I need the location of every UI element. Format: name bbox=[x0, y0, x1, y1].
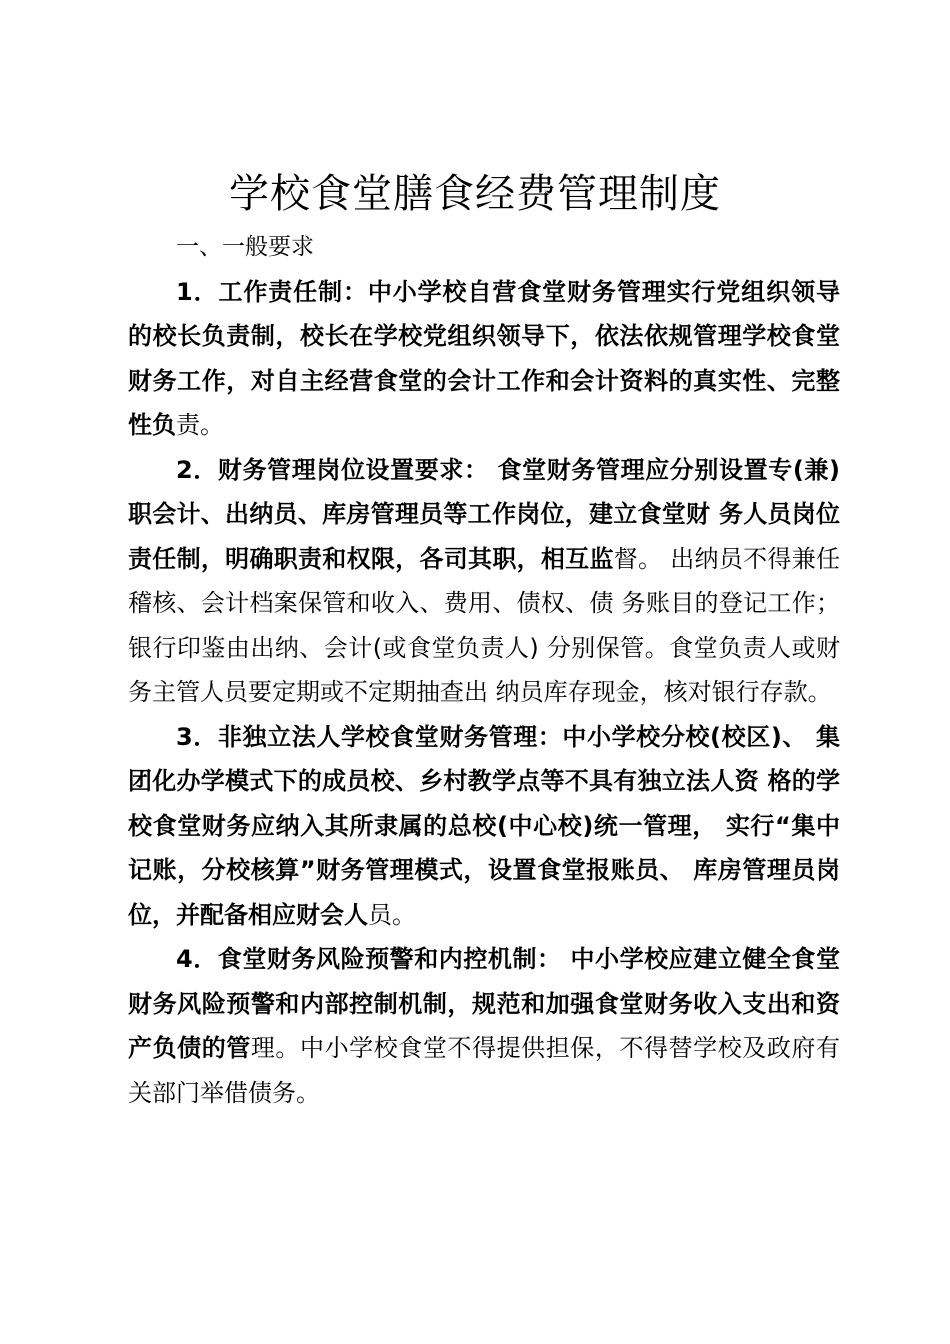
paragraph-item-4-bold: 4．食堂财务风险预警和内控机制： 中小学校应建立健全食堂财务风险预警和内部控制机制，规范和加强食堂财务收入支出和资产负债的管 bbox=[128, 945, 840, 1062]
paragraph-item-2-bold: 2．财务管理岗位设置要求： 食堂财务管理应分别设置专(兼)职会计、出纳员、库房管理员等工作岗位，建立食堂财 务人员岗位责任制，明确职责和权限，各司其职，相互监 bbox=[128, 455, 840, 573]
section-heading: 一、一般要求 bbox=[176, 234, 314, 260]
document-body bbox=[128, 225, 840, 1115]
paragraph-item-4 bbox=[128, 937, 840, 1115]
paragraph-item-1 bbox=[128, 270, 840, 448]
document-title: 学校食堂膳食经费管理制度 bbox=[229, 171, 721, 217]
paragraph-item-1-normal: 责。 bbox=[176, 411, 224, 439]
paragraph-item-3-bold: 3．非独立法人学校食堂财务管理：中小学校分校(校区)、 集团化办学模式下的成员校、乡村教学点等不具有独立法人资 格的学校食堂财务应纳入其所隶属的总校(中心校)统一管理， 实行“集中记账，分校核算”财务管理模式，设置食堂报账员、 库房管理员岗位，并配备相应财会人 bbox=[128, 722, 840, 929]
paragraph-item-2-normal: 督。 出纳员不得兼任稽核、会计档案保管和收入、费用、债权、债 务账目的登记工作；银行印鉴由出纳、会计(或食堂负责人) 分别保管。食堂负责人或财务主管人员要定期或不定期抽查出 纳员库存现金，核对银行存款。 bbox=[128, 544, 840, 706]
paragraph-item-3-normal: 员。 bbox=[368, 900, 416, 929]
paragraph-item-2 bbox=[128, 448, 840, 715]
paragraph-item-4-normal: 理。中小学校食堂不得提供担保，不得替学校及政府有关部门举借债务。 bbox=[128, 1034, 841, 1107]
paragraph-item-1-bold: 1．工作责任制：中小学校自营食堂财务管理实行党组织领导的校长负责制，校长在学校党组织领导下，依法依规管理学校食堂财务工作，对自主经营食堂的会计工作和会计资料的真实性、完整性负 bbox=[128, 277, 840, 439]
paragraph-item-3 bbox=[128, 715, 840, 938]
